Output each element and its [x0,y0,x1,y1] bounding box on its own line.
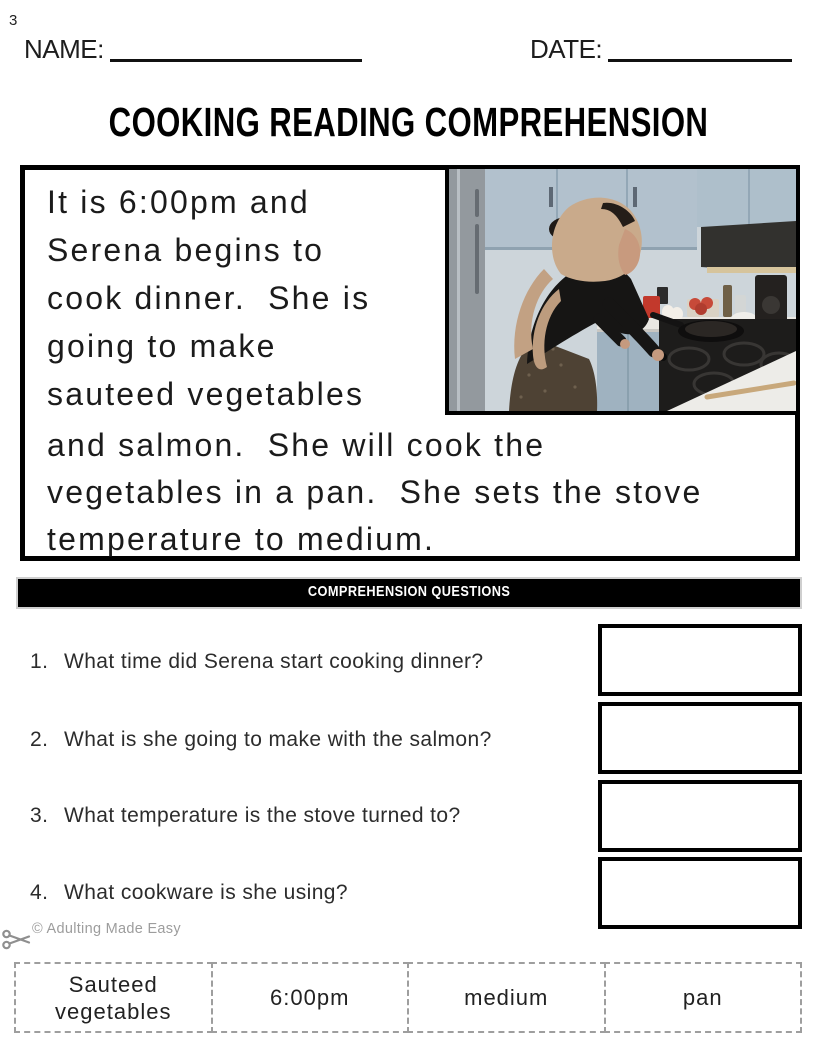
passage-line: going to make [47,328,277,364]
question-number: 3. [30,804,49,827]
passage-line: and salmon. She will cook the [47,427,546,463]
word-bank-card-600pm[interactable] [211,962,410,1033]
date-field-group [530,33,792,65]
passage-line: Serena begins to [47,232,325,268]
question-1 [30,650,484,674]
question-number: 2. [30,728,49,751]
word-bank-label: 6:00pm [270,985,350,1010]
page-number: 3 [9,12,18,29]
name-line[interactable] [110,37,362,62]
passage-text-beside-photo [47,178,370,418]
word-bank-card-pan[interactable] [604,962,803,1033]
passage-box [20,165,800,561]
passage-line: It is 6:00pm and [47,184,310,220]
page-title-text: COOKING READING COMPREHENSION [108,99,708,145]
kitchen-photo [445,165,800,415]
answer-box-4[interactable] [598,857,802,929]
answer-box-1[interactable] [598,624,802,696]
question-text: What is she going to make with the salmon? [64,728,492,751]
word-bank-label: medium [464,985,549,1010]
kitchen-photo-illustration [449,169,796,411]
question-text: What temperature is the stove turned to? [64,804,461,827]
passage-line: cook dinner. She is [47,280,371,316]
question-number: 1. [30,650,49,673]
word-bank-label: pan [682,985,723,1010]
question-2 [30,728,492,752]
passage-line: temperature to medium. [47,521,436,557]
copyright-text: © Adulting Made Easy [32,921,181,937]
question-text: What cookware is she using? [64,881,348,904]
word-bank-label: Sauteed vegetables [55,971,172,1024]
passage-text-full-width [47,422,702,563]
word-bank-card-sauteed-vegetables[interactable] [14,962,213,1033]
word-bank-card-medium[interactable] [407,962,606,1033]
word-bank [14,962,802,1033]
name-label: NAME: [24,34,104,64]
date-label: DATE: [530,34,603,64]
date-line[interactable] [608,37,792,62]
question-number: 4. [30,881,49,904]
questions-header-text: COMPREHENSION QUESTIONS [307,583,511,600]
passage-line: vegetables in a pan. She sets the stove [47,474,703,510]
answer-box-3[interactable] [598,780,802,852]
name-field-group [24,33,362,65]
question-3 [30,804,461,828]
questions-header-bar [16,577,802,609]
question-text: What time did Serena start cooking dinner? [64,650,484,673]
question-4 [30,881,348,905]
page-title [0,99,816,146]
answer-box-2[interactable] [598,702,802,774]
passage-line: sauteed vegetables [47,376,365,412]
scissors-icon [2,925,32,958]
